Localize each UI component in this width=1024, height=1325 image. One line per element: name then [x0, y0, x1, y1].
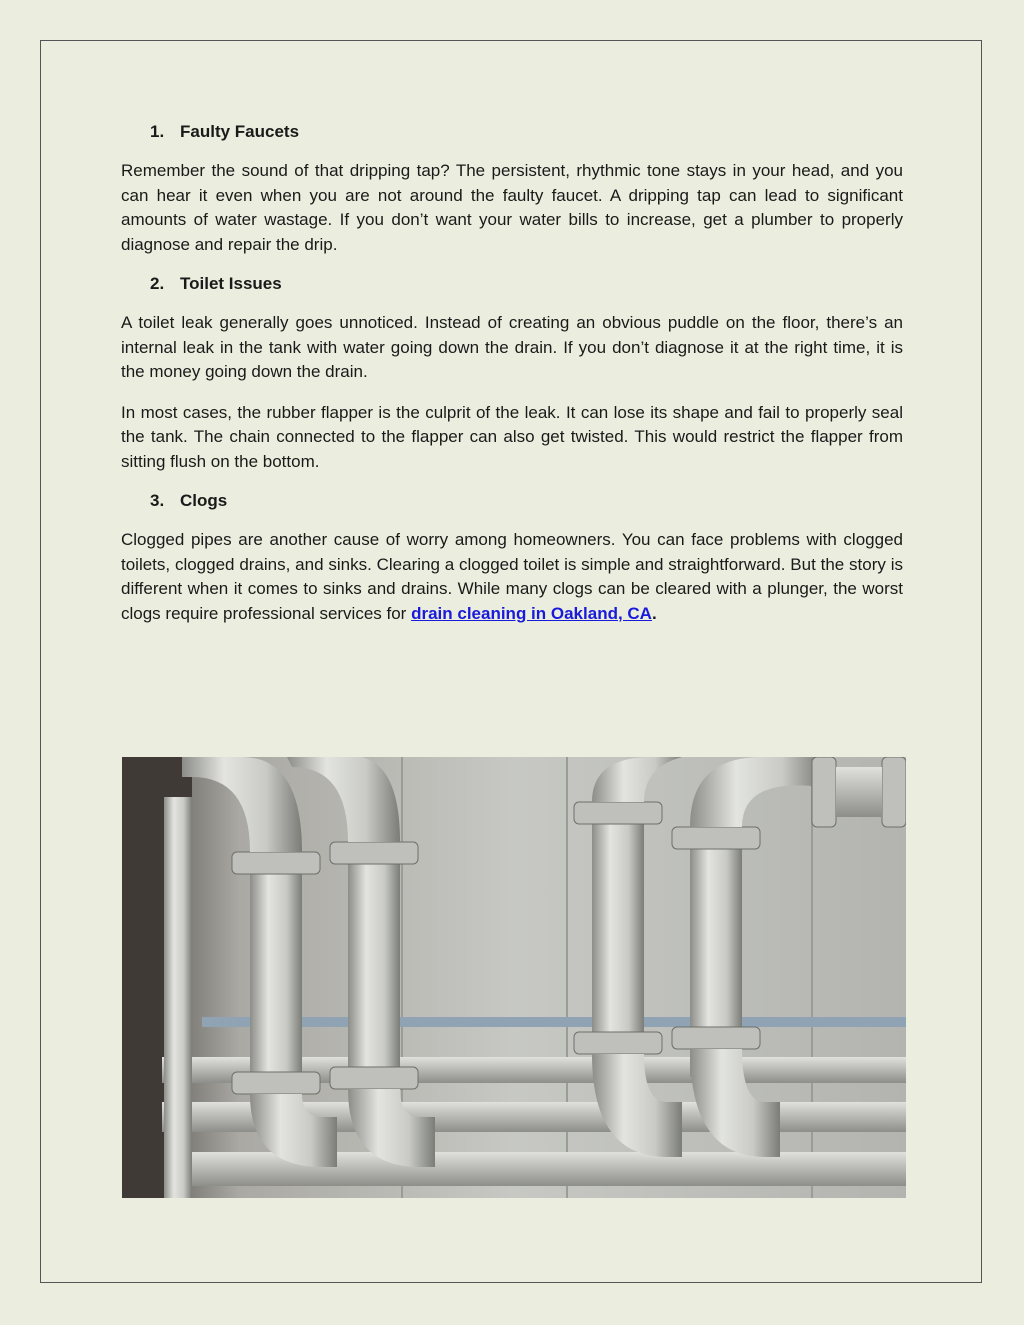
paragraph-with-link: [121, 528, 903, 626]
section-number: 2.: [150, 274, 165, 293]
pipes-photo: [122, 757, 906, 1198]
paragraph: A toilet leak generally goes unnoticed. Instead of creating an obvious puddle on the floor, there’s an internal leak in the tank with water going down the drain. If you don’t diagnose it at the right time, it is the money going down the drain.: [121, 313, 903, 381]
paragraph-end-punct: .: [651, 603, 657, 623]
section-title: Clogs: [180, 491, 228, 510]
section-number: 1.: [150, 122, 165, 141]
drain-cleaning-link[interactable]: drain cleaning in Oakland, CA: [411, 603, 652, 623]
section-title: Toilet Issues: [180, 274, 282, 293]
pipes-photo-illustration: [122, 757, 906, 1198]
section-heading-clogs: [150, 490, 903, 512]
document-body: [121, 121, 903, 642]
paragraph: Remember the sound of that dripping tap? The persistent, rhythmic tone stays in your head, and you can hear it even when you are not around the faulty faucet. A dripping tap can lead to significant amounts of water wastage. If you don’t want your water bills to increase, get a plumber to properly diagnose and repair the drip.: [121, 161, 903, 254]
section-heading-faulty-faucets: [150, 121, 903, 143]
section-heading-toilet-issues: [150, 273, 903, 295]
paragraph-text: Clogged pipes are another cause of worry among homeowners. You can face problems with clogged toilets, clogged drains, and sinks. Clearing a clogged toilet is simple and straightforward. But the story is different when it comes to sinks and drains. While many clogs can be cleared with a plunger, the worst clogs require professional services for: [121, 530, 903, 623]
paragraph: In most cases, the rubber flapper is the culprit of the leak. It can lose its shape and fail to properly seal the tank. The chain connected to the flapper can also get twisted. This would restrict the flapper from sitting flush on the bottom.: [121, 402, 903, 471]
section-title: Faulty Faucets: [180, 122, 300, 141]
section-number: 3.: [150, 491, 165, 510]
